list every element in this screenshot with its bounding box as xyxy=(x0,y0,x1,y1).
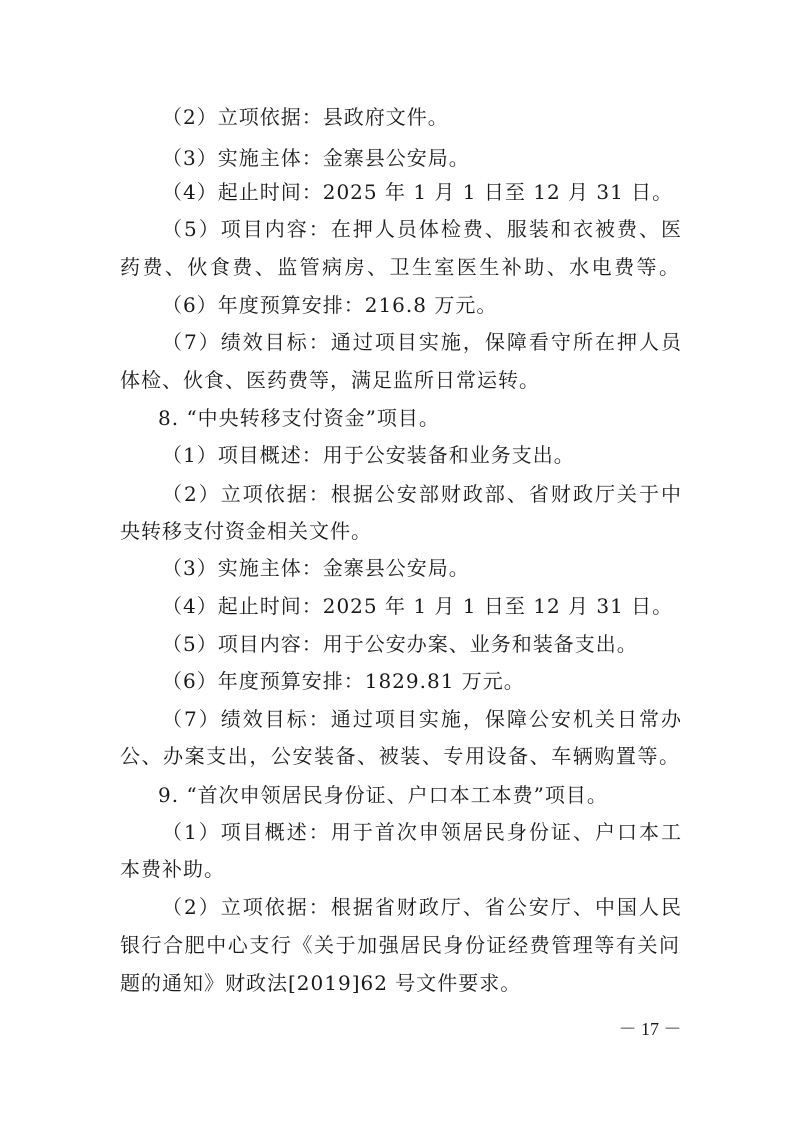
paragraph-line: （7）绩效目标：通过项目实施，保障公安机关日常办 xyxy=(162,707,682,731)
paragraph-line: （2）立项依据：县政府文件。 xyxy=(162,105,449,129)
paragraph-line: （6）年度预算安排：216.8 万元。 xyxy=(162,293,498,317)
section-heading: 9. “首次申领居民身份证、户口本工本费”项目。 xyxy=(158,783,608,807)
paragraph-line: （1）项目概述：用于首次申领居民身份证、户口本工 xyxy=(162,820,682,844)
paragraph-line: 题的通知》财政法[2019]62 号文件要求。 xyxy=(120,971,522,995)
paragraph-line: （6）年度预算安排：1829.81 万元。 xyxy=(162,669,525,693)
paragraph-line: （2）立项依据：根据公安部财政部、省财政厅关于中 xyxy=(162,482,682,506)
paragraph-line: 药费、伙食费、监管病房、卫生室医生补助、水电费等。 xyxy=(120,255,680,279)
paragraph-line: 公、办案支出，公安装备、被装、专用设备、车辆购置等。 xyxy=(120,744,680,768)
paragraph-line: （3）实施主体：金寨县公安局。 xyxy=(162,556,470,580)
paragraph-line: （7）绩效目标：通过项目实施，保障看守所在押人员 xyxy=(162,330,682,354)
page-number: － 17 － xyxy=(618,1019,682,1039)
paragraph-line: 本费补助。 xyxy=(120,857,225,881)
paragraph-line: （4）起止时间：2025 年 1 月 1 日至 12 月 31 日。 xyxy=(162,180,674,204)
paragraph-line: （4）起止时间：2025 年 1 月 1 日至 12 月 31 日。 xyxy=(162,594,674,618)
paragraph-line: （2）立项依据：根据省财政厅、省公安厅、中国人民 xyxy=(162,895,682,919)
paragraph-line: 银行合肥中心支行《关于加强居民身份证经费管理等有关问 xyxy=(120,933,680,957)
paragraph-line: 体检、伙食、医药费等，满足监所日常运转。 xyxy=(120,368,540,392)
paragraph-line: （3）实施主体：金寨县公安局。 xyxy=(162,146,470,170)
paragraph-line: （5）项目内容：用于公安办案、业务和装备支出。 xyxy=(162,632,638,656)
section-heading: 8. “中央转移支付资金”项目。 xyxy=(158,406,440,430)
paragraph-line: （1）项目概述：用于公安装备和业务支出。 xyxy=(162,443,575,467)
paragraph-line: 央转移支付资金相关文件。 xyxy=(120,519,372,543)
paragraph-line: （5）项目内容：在押人员体检费、服装和衣被费、医 xyxy=(162,217,682,241)
